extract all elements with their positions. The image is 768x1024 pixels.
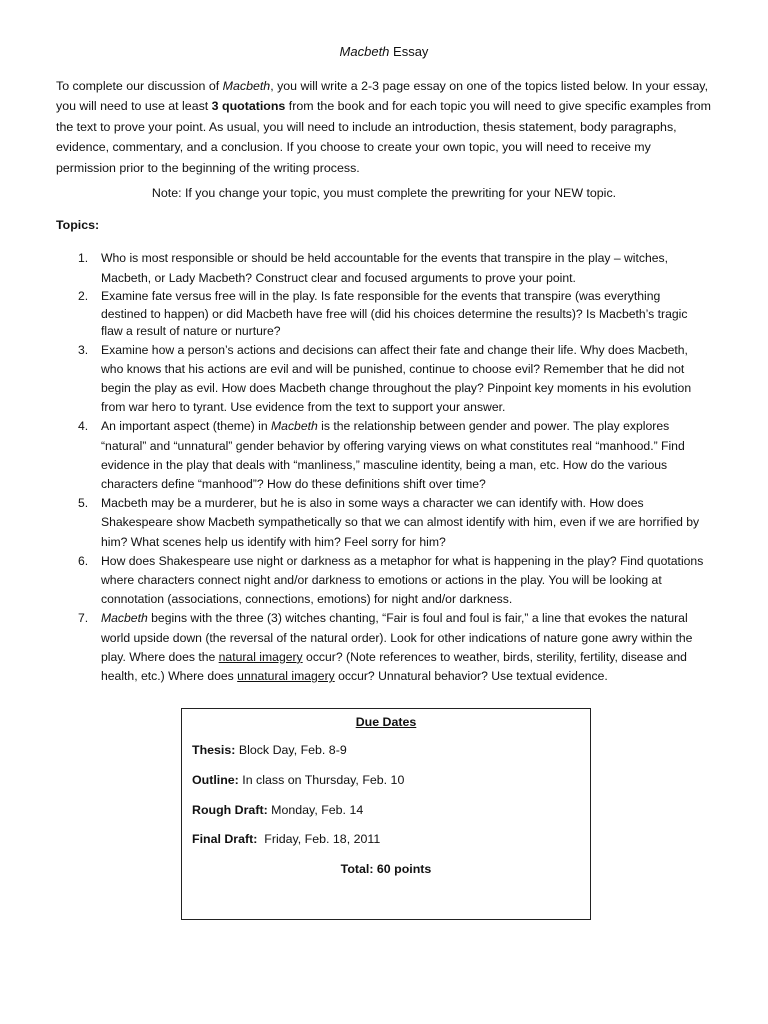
intro-text: , you will write a 2-3 page essay on one of the topics listed below. In your essay, you will need to use at least: [56, 79, 709, 114]
total-points: Total: 60 points: [340, 862, 432, 876]
due-label: Thesis:: [192, 743, 236, 757]
topic-text: is the relationship between gender and power. The play explores “natural” and “unnatural” gender behavior by offering varying views on what constitutes real “manhood.” Find evidence in the play that deals with “manliness,” masculine identity, being a man, etc. How do the various characters define “manhood”? How do these definitions shift over time?: [101, 419, 685, 492]
topic-italic: Macbeth: [101, 611, 148, 626]
topic-item: [56, 552, 704, 610]
due-dates-title: Due Dates: [355, 715, 417, 729]
due-value: Block Day, Feb. 8-9: [235, 743, 347, 757]
topic-text: occur? (Note references to weather, birds, sterility, fertility, disease and health, etc.) Where does: [101, 649, 687, 684]
due-label: Outline:: [192, 773, 239, 787]
intro-text: from the book and for each topic you will need to give specific examples from the text to prove your point. As usual, you will need to include an introduction, thesis statement, body paragraphs, evidence, commentary, and a conclusion. If you choose to create your own topic, you will need to receive my permission prior to the beginning of the writing process.: [56, 99, 711, 175]
topic-underlined: unnatural imagery: [237, 669, 335, 684]
topic-number: 1.: [78, 251, 89, 265]
topic-number: 6.: [78, 553, 89, 568]
topic-item: [56, 494, 704, 552]
due-row-thesis: [192, 743, 347, 757]
topic-number: 7.: [78, 611, 89, 626]
topic-italic: Macbeth: [271, 419, 318, 434]
due-value: Monday, Feb. 14: [267, 803, 364, 817]
title-rest: Essay: [389, 44, 429, 59]
topic-text: An important aspect (theme) in: [101, 419, 272, 434]
due-row-rough-draft: [192, 803, 363, 817]
note-line: Note: If you change your topic, you must complete the prewriting for your NEW topic.: [151, 186, 617, 200]
title-italic: Macbeth: [339, 44, 390, 59]
intro-paragraph: [56, 76, 714, 178]
due-row-final-draft: [192, 832, 380, 846]
due-value: In class on Thursday, Feb. 10: [238, 773, 405, 787]
topic-text: Macbeth may be a murderer, but he is also in some ways a character we can identify with. How does Shakespeare show Macbeth sympathetically so that we can almost identify with him, even if we are horrified by him? What scenes help us identify with him? Feel sorry for him?: [101, 496, 700, 549]
topic-number: 3.: [78, 342, 89, 357]
topic-text: How does Shakespeare use night or darkness as a metaphor for what is happening in the play? Find quotations where characters connect night and/or darkness to emotions or actions in the play. You will be looking at connotation (associations, connections, emotions) for night and/or darkness.: [101, 553, 704, 607]
topic-text: Who is most responsible or should be held accountable for the events that transpire in the play – witches, Macbeth, or Lady Macbeth? Construct clear and focused arguments to prove your point.: [101, 251, 669, 286]
topic-item: [56, 341, 704, 418]
topic-text: begins with the three (3) witches chanting, “Fair is foul and foul is fair,” a line that evokes the natural world upside down (the reversal of the natural order). Look for other indications of nature gone awry within the play. Where does the: [101, 611, 693, 664]
topic-item: [56, 248, 704, 288]
due-label: Final Draft:: [192, 832, 258, 846]
topic-item: [56, 288, 704, 340]
topic-item: [56, 417, 704, 494]
topic-number: 2.: [78, 289, 89, 304]
topic-number: 4.: [78, 419, 89, 434]
topics-heading: Topics:: [56, 218, 100, 232]
due-dates-box: [181, 708, 591, 920]
topic-number: 5.: [78, 496, 89, 511]
intro-italic-title: Macbeth: [222, 79, 271, 93]
topic-item: [56, 609, 704, 686]
intro-text: To complete our discussion of: [56, 79, 223, 93]
topic-text: Examine how a person’s actions and decisions can affect their fate and change their life. Why does Macbeth, who knows that his actions are evil and will be punished, continue to choose evil? Remember that he did not begin the play as evil. How does Macbeth change throughout the play? Pinpoint key moments in his evolution from war hero to tyrant. Use evidence from the text to support your answer.: [101, 342, 692, 415]
due-label: Rough Draft:: [192, 803, 268, 817]
due-row-outline: [192, 773, 404, 787]
page-title: [0, 44, 768, 59]
intro-bold-quotations: 3 quotations: [211, 99, 286, 114]
topic-text: occur? Unnatural behavior? Use textual evidence.: [334, 669, 608, 684]
topics-list: [56, 248, 704, 686]
due-value: Friday, Feb. 18, 2011: [257, 832, 381, 846]
topic-underlined: natural imagery: [218, 649, 303, 664]
topic-text: Examine fate versus free will in the play. Is fate responsible for the events that transpire (was everything destined to happen) or did Macbeth have free will (did his choices determine the results)? Is Macbeth’s tragic flaw a result of nature or nurture?: [101, 289, 688, 339]
